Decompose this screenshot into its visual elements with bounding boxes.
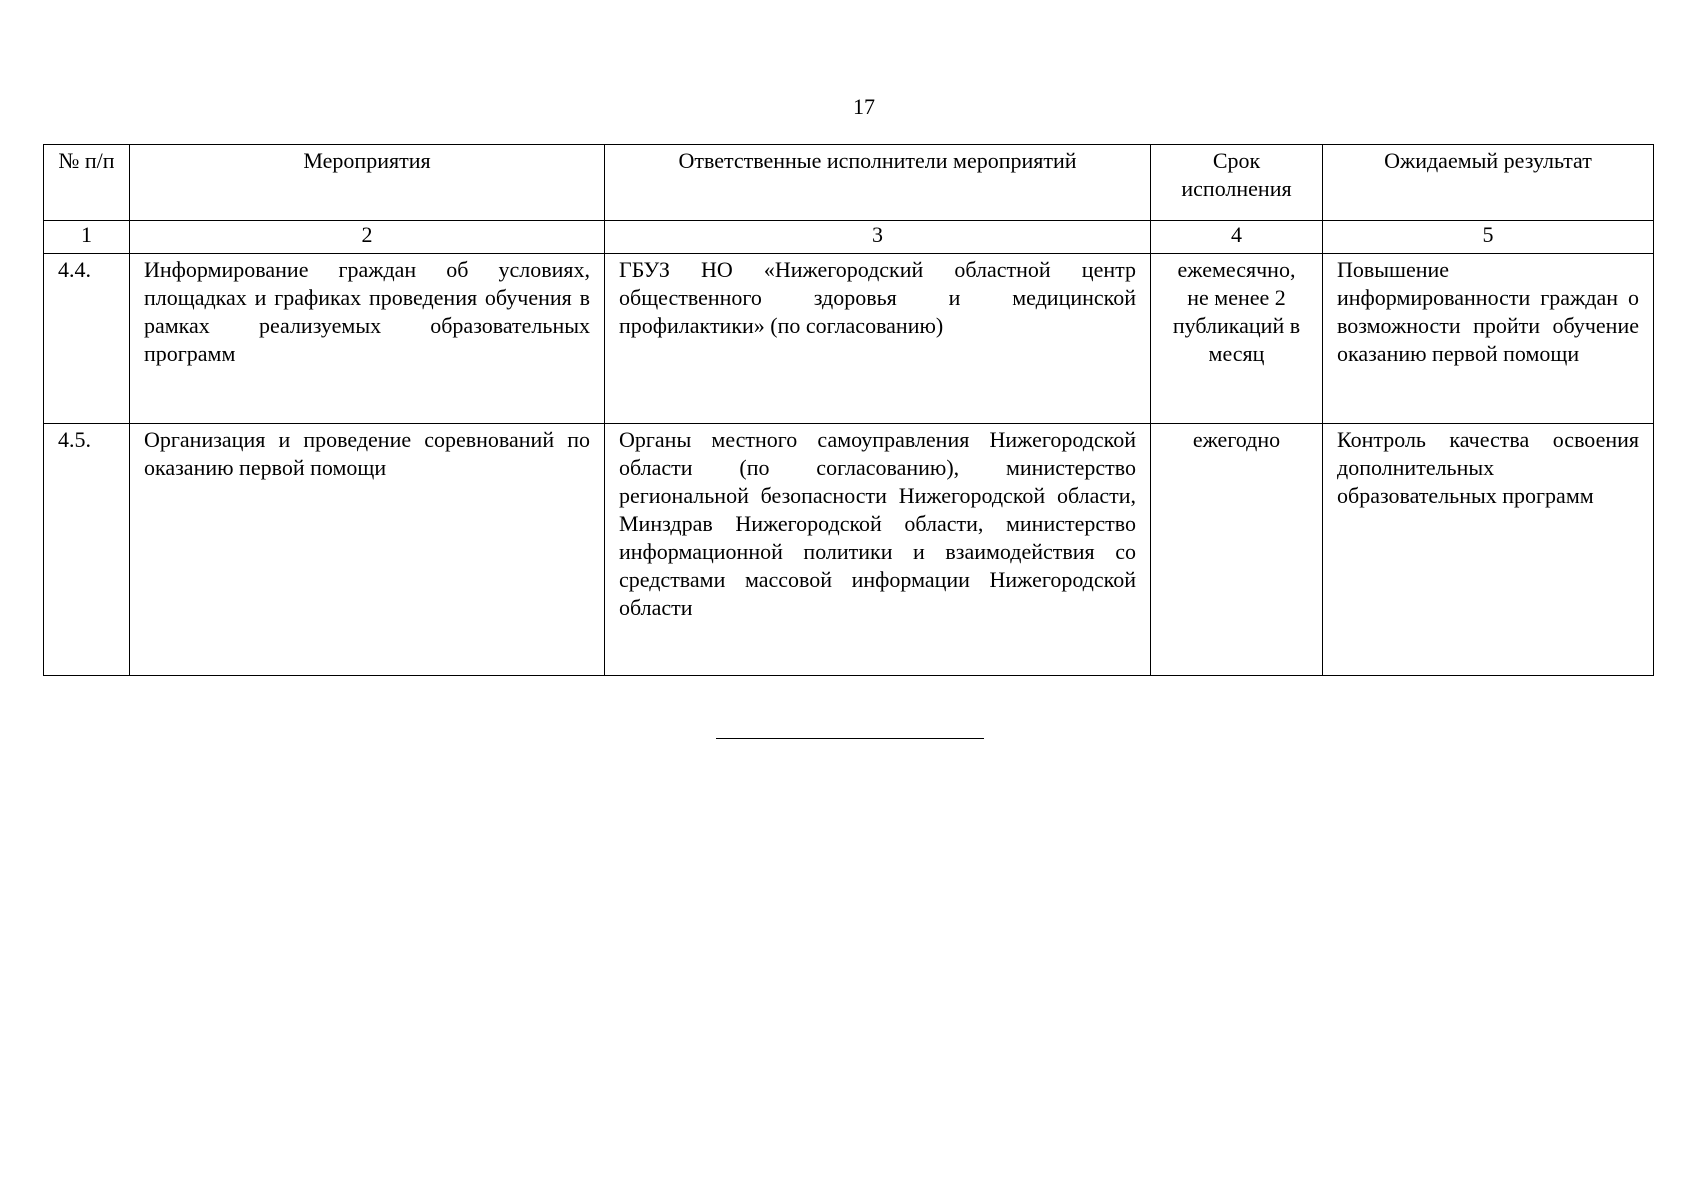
column-number: 4 — [1151, 221, 1323, 254]
column-number-row — [44, 221, 1654, 254]
page-number: 17 — [853, 94, 875, 119]
events-table — [43, 144, 1654, 676]
column-number: 1 — [44, 221, 130, 254]
header-deadline: Срок исполнения — [1151, 145, 1323, 221]
header-number: № п/п — [44, 145, 130, 221]
end-divider — [716, 738, 984, 739]
row-result: Контроль качества освоения дополнительных образовательных программ — [1323, 424, 1654, 676]
row-executors: ГБУЗ НО «Нижегородский областной центр общественного здоровья и медицинской профилактики» (по согласованию) — [605, 254, 1151, 424]
row-number: 4.4. — [44, 254, 130, 424]
header-events: Мероприятия — [130, 145, 605, 221]
column-number: 3 — [605, 221, 1151, 254]
table-row — [44, 424, 1654, 676]
column-number: 2 — [130, 221, 605, 254]
row-executors: Органы местного самоуправления Нижегородской области (по согласованию), министерство региональной безопасности Нижегородской области, Минздрав Нижегородской области, министерство информационной политики и взаимодействия со средствами массовой информации Нижегородской области — [605, 424, 1151, 676]
row-event: Информирование граждан об условиях, площадках и графиках проведения обучения в рамках реализуемых образовательных программ — [130, 254, 605, 424]
table-header-row — [44, 145, 1654, 221]
row-event: Организация и проведение соревнований по оказанию первой помощи — [130, 424, 605, 676]
table-row — [44, 254, 1654, 424]
row-number: 4.5. — [44, 424, 130, 676]
row-deadline: ежемесячно, не менее 2 публикаций в месяц — [1151, 254, 1323, 424]
row-deadline: ежегодно — [1151, 424, 1323, 676]
column-number: 5 — [1323, 221, 1654, 254]
header-executors: Ответственные исполнители мероприятий — [605, 145, 1151, 221]
header-result: Ожидаемый результат — [1323, 145, 1654, 221]
row-result: Повышение информированности граждан о возможности пройти обучение оказанию первой помощи — [1323, 254, 1654, 424]
